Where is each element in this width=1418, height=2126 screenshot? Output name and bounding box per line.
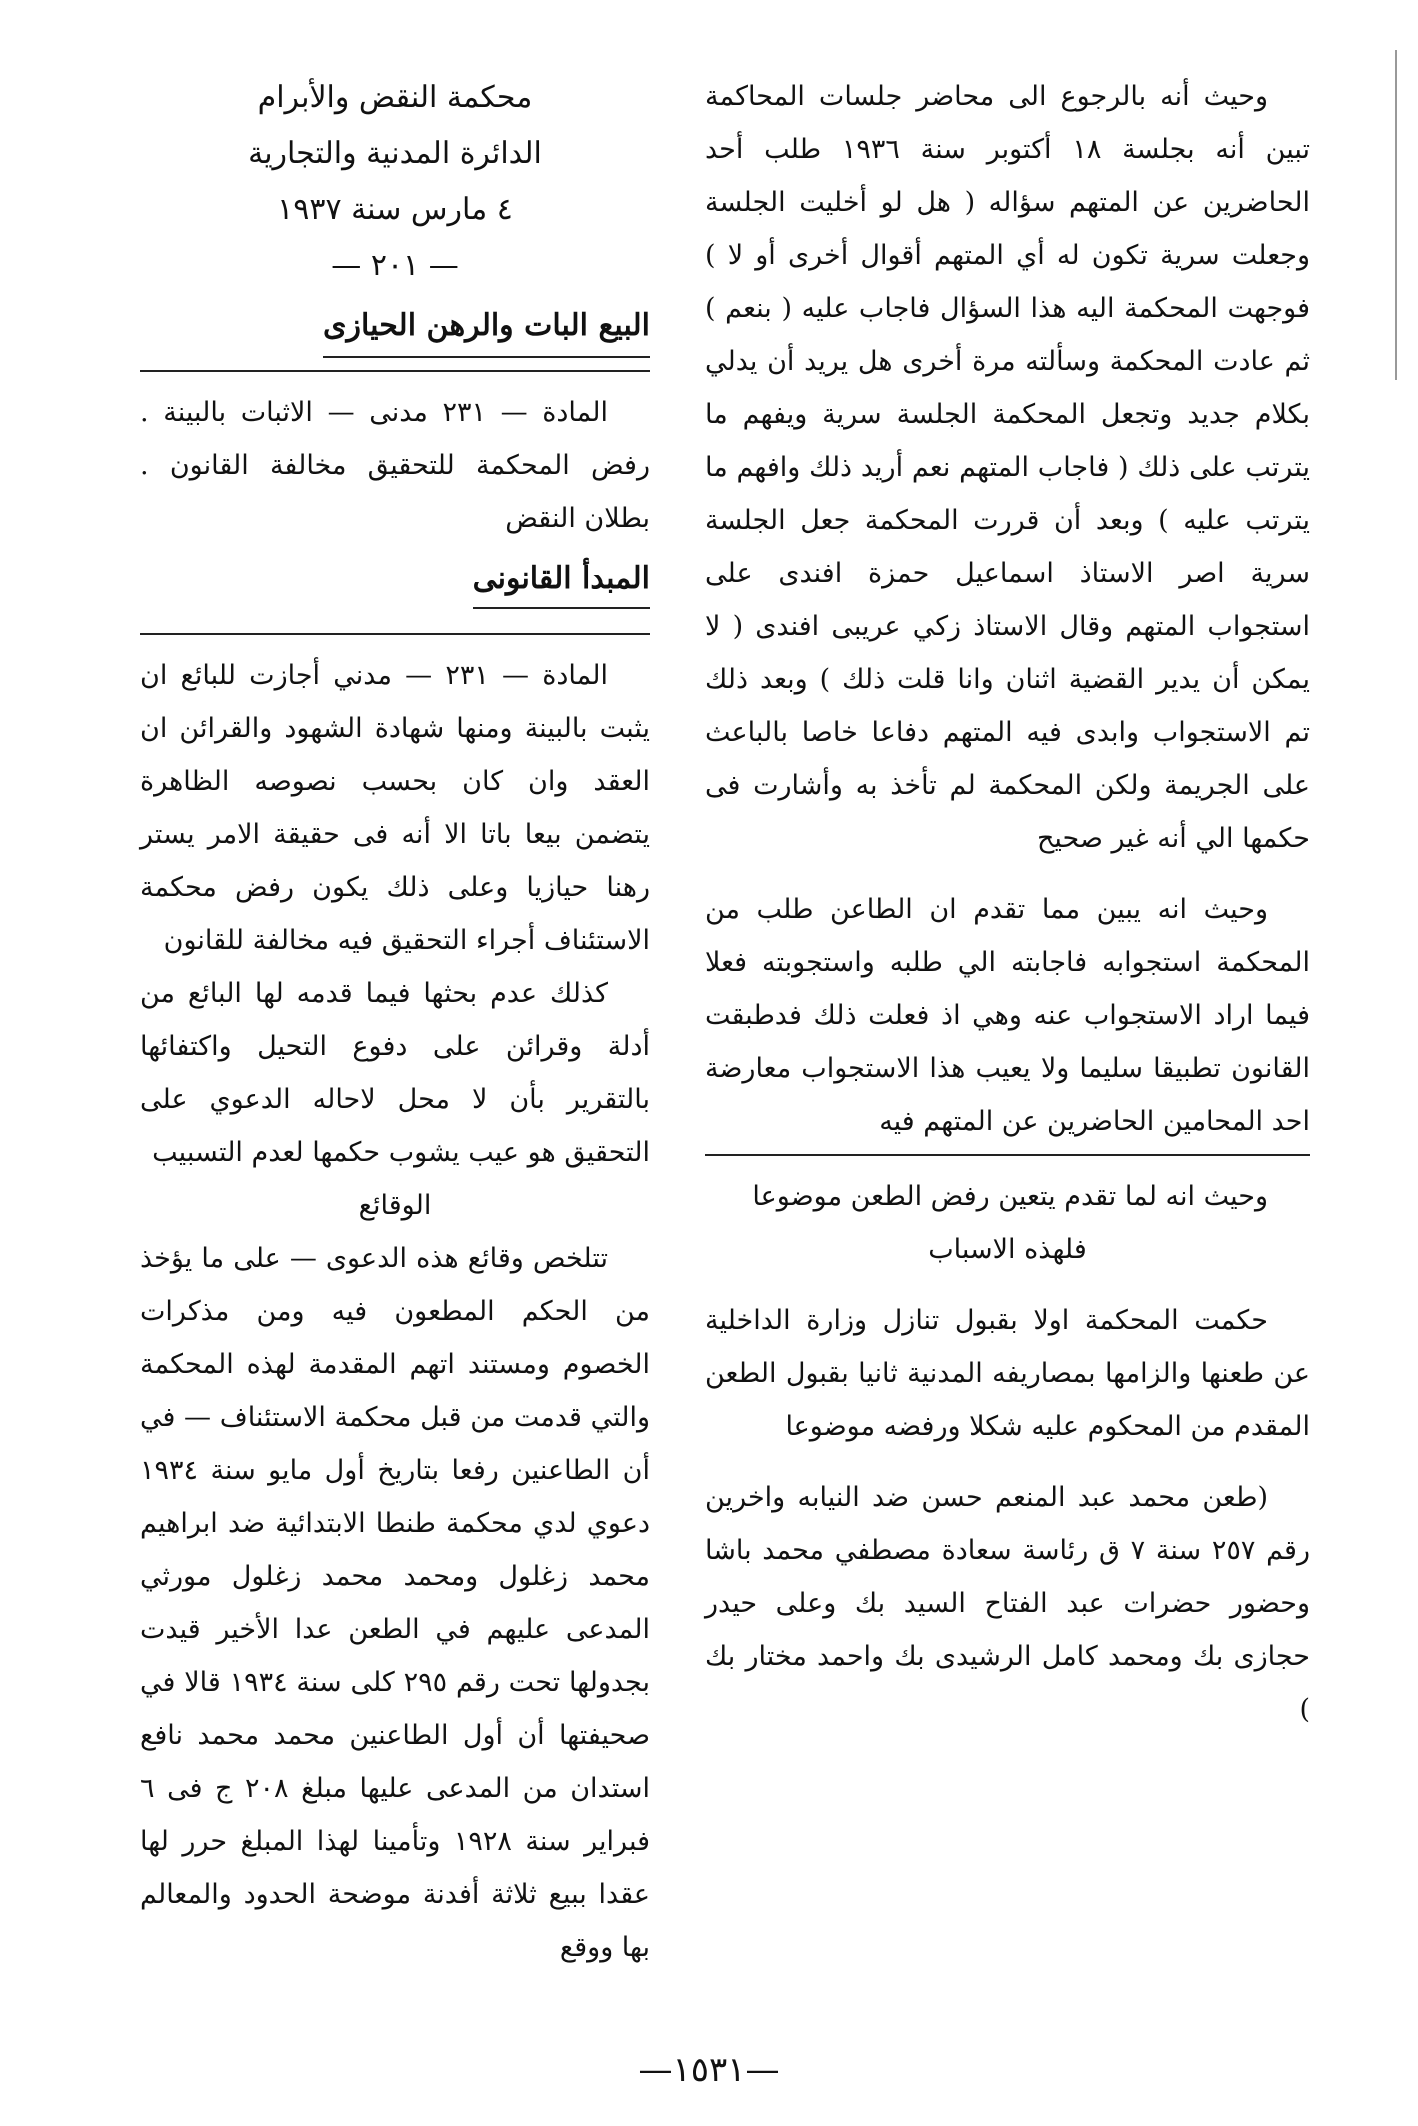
facts-paragraph: تتلخص وقائع هذه الدعوى — على ما يؤخذ من الحكم المطعون فيه ومن مذكرات الخصوم ومستند اتهم المقدمة لهذه المحكمة والتي قدمت من قبل محكمة الاستئناف — في أن الطاعنين رفعا بتاريخ أول مايو سنة ١٩٣٤ دعوي لدي محكمة طنطا الابتدائية ضد ابراهيم محمد زغلول ومحمد محمد زغلول مورثي المدعى عليهم في الطعن عدا الأخير قيدت بجدولها تحت رقم ٢٩٥ كلى سنة ١٩٣٤ قالا في صحيفتها أن أول الطاعنين محمد محمد نافع استدان من المدعى عليها مبلغ ٢٠٨ ج فى ٦ فبراير سنة ١٩٢٨ وتأمينا لهذا المبلغ حرر لها عقدا ببيع ثلاثة أفدنة موضحة الحدود والمعالم بها ووقع bbox=[140, 1243, 651, 1963]
right-column bbox=[705, 70, 1310, 1736]
principle-paragraph-2: كذلك عدم بحثها فيما قدمه لها البائع من أدلة وقرائن على دفوع التحيل واكتفائها بالتقرير بأن لا محل لاحاله الدعوي على التحقيق هو عيب يشوب حكمها لعدم التسبيب bbox=[140, 978, 650, 1168]
title-divider bbox=[140, 370, 650, 372]
case-number: — ٢٠١ — bbox=[331, 248, 459, 283]
facts-heading: الوقائع bbox=[358, 1190, 432, 1221]
paragraph-interrogation-ruling: وحيث انه يبين مما تقدم ان الطاعن طلب من المحكمة استجوابه فاجابته الي طلبه واستجوبته فعلا فيما اراد الاستجواب عنه وهي اذ فعلت ذلك فدطبقت القانون تطبيقا سليما ولا يعيب هذا الاستجواب معارضة احد المحامين الحاضرين عن المتهم فيه bbox=[705, 883, 1310, 1156]
court-circuit: الدائرة المدنية والتجارية bbox=[248, 136, 542, 171]
page-edge-mark bbox=[1395, 50, 1397, 380]
paragraph-judgment: حكمت المحكمة اولا بقبول تنازل وزارة الداخلية عن طعنها والزامها بمصاريفه المدنية ثانيا بقبول الطعن المقدم من المحكوم عليه شكلا ورفضه موضوعا bbox=[705, 1305, 1310, 1442]
judgment-date: ٤ مارس سنة ١٩٣٧ bbox=[277, 192, 513, 227]
paragraph-case-reference: (طعن محمد عبد المنعم حسن ضد النيابه واخرين رقم ٢٥٧ سنة ٧ ق رئاسة سعادة مصطفي محمد باشا وحضور حضرات عبد الفتاح السيد بك وعلى حيدر حجازى بك ومحمد كامل الرشيدى بك واحمد مختار بك ) bbox=[705, 1482, 1310, 1725]
paragraph-reject-appeal: وحيث انه لما تقدم يتعين رفض الطعن موضوعا bbox=[752, 1181, 1268, 1212]
principle-paragraph-1: المادة — ٢٣١ — مدني أجازت للبائع ان يثبت بالبينة ومنها شهادة الشهود والقرائن ان العقد وان كان بحسب نصوصه الظاهرة يتضمن بيعا باتا الا أنه فى حقيقة الامر يستر رهنا حيازيا وعلى ذلك يكون رفض محكمة الاستئناف أجراء التحقيق فيه مخالفة للقانون bbox=[140, 660, 650, 956]
principle-heading: المبدأ القانونى bbox=[473, 551, 650, 609]
paragraph-interrogation-record: وحيث أنه بالرجوع الى محاضر جلسات المحاكمة تبين أنه بجلسة ١٨ أكتوبر سنة ١٩٣٦ طلب أحد الحاضرين عن المتهم سؤاله ( هل لو أخليت الجلسة وجعلت سرية تكون له أي المتهم أقوال أخرى أو لا ) فوجهت المحكمة اليه هذا السؤال فاجاب عليه ( بنعم ) ثم عادت المحكمة وسألته مرة أخرى هل يريد أن يدلي بكلام جديد وتجعل المحكمة الجلسة سرية ويفهم ما يترتب على ذلك ( فاجاب المتهم نعم أريد ذلك وافهم ما يترتب عليه ) وبعد أن قررت المحكمة جعل الجلسة سرية اصر الاستاذ اسماعيل حمزة افندى على استجواب المتهم وقال الاستاذ زكي عريبى افندى ( لا يمكن أن يدير القضية اثنان وانا قلت ذلك ) وبعد ذلك تم الاستجواب وابدى فيه المتهم دفاعا خاصا بالباعث على الجريمة ولكن المحكمة لم تأخذ به وأشارت فى حكمها الي أنه غير صحيح bbox=[705, 81, 1311, 854]
page-number: —١٥٣١— bbox=[638, 2050, 780, 2090]
case-title: البيع البات والرهن الحيازى bbox=[323, 298, 650, 358]
left-column bbox=[140, 70, 650, 1974]
court-name: محكمة النقض والأبرام bbox=[257, 80, 533, 115]
reasons-heading: فلهذه الاسباب bbox=[928, 1234, 1087, 1265]
case-summary: المادة — ٢٣١ مدنى — الاثبات بالبينة . رفض المحكمة للتحقيق مخالفة القانون . بطلان النقض bbox=[140, 397, 650, 534]
principle-divider bbox=[140, 633, 650, 635]
